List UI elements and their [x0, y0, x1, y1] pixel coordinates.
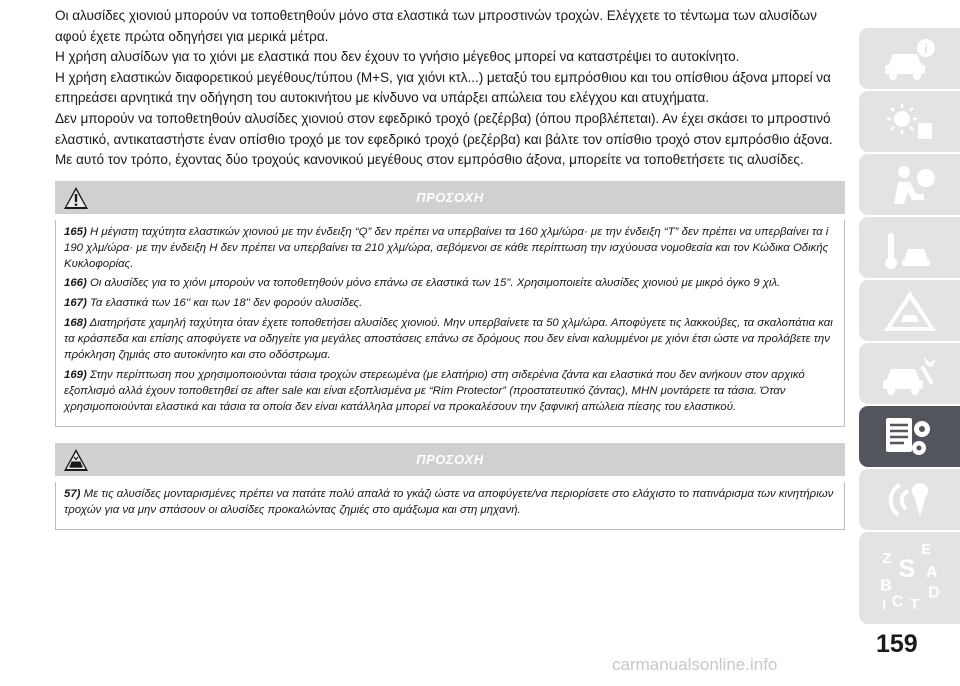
multimedia-icon — [880, 477, 940, 523]
warning-item — [64, 225, 836, 273]
warning-box-1 — [55, 181, 845, 427]
warning-box-2 — [55, 443, 845, 530]
warning-header-2 — [55, 443, 845, 476]
warning-body-1 — [55, 220, 845, 427]
warning-item-number: 57) — [64, 487, 81, 500]
tab-dashboard[interactable] — [859, 91, 960, 152]
warning-item — [64, 296, 836, 312]
warning-item — [64, 316, 836, 364]
index-letter-d: D — [927, 584, 940, 602]
intro-paragraph-2: Η χρήση αλυσίδων για το χιόνι με ελαστικά που δεν έχουν το γνήσιο μέγεθος μπορεί να καταστρέψει το αυτοκίνητο. — [55, 49, 740, 65]
index-letter-s: S — [898, 554, 915, 583]
index-letter-z: Z — [882, 551, 892, 568]
tab-emergency[interactable] — [859, 280, 960, 341]
warning-item-text: Η μέγιστη ταχύτητα ελαστικών χιονιού με την ένδειξη “Q” δεν πρέπει να υπερβαίνει τα 160 χλμ/ώρα· με την ένδειξη “T” δεν πρέπει να υπερβαίνει τα i 190 χλμ/ώρα· με την ένδειξη H δεν πρέπει να υπερβαίνει τα 210 χλμ/ώρα, σεβόμενοι σε κάθε περίπτωση την ισχύουσα νομοθεσία και τον Κώδικα Οδικής Κυκλοφορίας. — [64, 225, 829, 270]
tab-safety[interactable] — [859, 154, 960, 215]
tab-index[interactable] — [859, 532, 960, 624]
warning-item-text: Οι αλυσίδες για το χιόνι μπορούν να τοποθετηθούν μόνο επάνω σε ελαστικά των 15". Χρησιμοποιείτε αλυσίδες χιονιού με μικρό όγκο 9 χιλ. — [89, 277, 781, 290]
warning-body-2 — [55, 482, 845, 530]
warning-header-1 — [55, 181, 845, 214]
warning-item — [64, 487, 836, 519]
warning-item-number: 169) — [64, 369, 87, 381]
index-letter-b: B — [879, 577, 892, 595]
intro-text — [55, 6, 845, 171]
tab-technical-data[interactable] — [859, 406, 960, 467]
warning-item-number: 168) — [64, 317, 87, 330]
index-letter-c: C — [891, 593, 903, 611]
warning-item-text: Διατηρήστε χαμηλή ταχύτητα όταν έχετε τοποθετήσει αλυσίδες χιονιού. Μην υπερβαίνετε τα 50 χλμ/ώρα. Αποφύγετε τις λακκούβες, τα σκαλοπάτια και τα κράσπεδα και επίσης αποφύγετε να οδηγείτε για μεγάλες αποστάσεις επάνω σε δρόμους που δεν είναι καλυμμένοι με χιόνι έτσι ώστε να προλάβετε την πρόκληση ζημιάς στο αυτοκίνητο και στο οδόστρωμα. — [64, 317, 833, 362]
airbag-icon — [880, 162, 940, 208]
intro-paragraph-4: Δεν μπορούν να τοποθετηθούν αλυσίδες χιονιού στον εφεδρικό τροχό (ρεζέρβα) (όπου προβλέπεται). Αν έχει σκάσει το μπροστινό ελαστικό, αντικαταστήστε έναν οπίσθιο τροχό με τον εφεδρικό τροχό (ρεζέρβα) και βάλτε τον οπίσθιο τροχό στον εμπρόσθιο άξονα. Με αυτό τον τρόπο, έχοντας δύο τροχούς κανονικού μεγέθους στον εμπρόσθιο άξονα, μπορείτε να τοποθετήσετε τις αλυσίδες. — [55, 110, 833, 168]
tab-car-info[interactable] — [859, 28, 960, 89]
tab-multimedia[interactable] — [859, 469, 960, 530]
warning-item-text: Στην περίπτωση που χρησιμοποιούνται τάσια τροχών στερεωμένα (με ελατήριο) στη σιδερένια ζάντα και ελαστικά που δεν ανήκουν στον αρχικό εξοπλισμό αλλά έχουν τοποθετηθεί σε after sale και είναι εξοπλισμένα με “Rim Protector” (προστατευτικό ζάντας), ΜΗΝ μοντάρετε τα τάσια. Όταν χρησιμοποιούνται ελαστικά και τάσια τα οποία δεν είναι κατάλληλα μπορεί να προκαλέσουν την ξαφνική απώλεια πίεσης του ελαστικού. — [64, 369, 805, 413]
car-damage-icon — [63, 448, 89, 472]
index-icon — [875, 538, 945, 618]
intro-paragraph-3: Η χρήση ελαστικών διαφορετικού μεγέθους/τύπου (M+S, για χιόνι κτλ...) μεταξύ του εμπρόσθιου και του οπίσθιου άξονα μπορεί να επηρεάσει αρνητικά την οδήγηση του αυτοκινήτου με κίνδυνο να υπάρξει απώλεια του ελέγχου και ατυχήματα. — [55, 69, 831, 106]
emergency-icon — [880, 288, 940, 334]
warning-item — [64, 276, 836, 292]
start-drive-icon — [880, 225, 940, 271]
warning-item-text: Με τις αλυσίδες μονταρισμένες πρέπει να πατάτε πολύ απαλά το γκάζι ώστε να αποφύγετε/να περιορίσετε στο ελάχιστο το πατινάρισμα των κινητήριων τροχών για να μην σπάσουν οι αλυσίδες προκαλώντας ζημιές στο αμάξωμα και στη μηχανή. — [64, 487, 834, 516]
warning-item — [64, 368, 836, 416]
technical-data-icon — [880, 414, 940, 460]
warning-title-2: ΠΡΟΣΟΧΗ — [416, 451, 484, 467]
watermark: carmanualsonline.info — [612, 655, 778, 674]
warning-item-number: 166) — [64, 277, 87, 290]
svg-text:i: i — [923, 40, 928, 55]
car-info-icon — [880, 36, 940, 82]
warning-item-number: 167) — [64, 297, 87, 310]
dashboard-lights-icon — [880, 99, 940, 145]
maintenance-icon — [880, 351, 940, 397]
warning-item-text: Τα ελαστικά των 16'' και των 18'' δεν φορούν αλυσίδες. — [89, 297, 363, 310]
warning-triangle-icon — [63, 186, 89, 210]
tab-maintenance[interactable] — [859, 343, 960, 404]
warning-title-1: ΠΡΟΣΟΧΗ — [416, 189, 484, 205]
index-letter-i: I — [882, 597, 886, 612]
index-letter-t: T — [909, 596, 919, 613]
main-content — [55, 6, 845, 530]
index-letter-e: E — [920, 542, 931, 558]
page-number: 159 — [876, 630, 918, 658]
warning-item-number: 165) — [64, 225, 87, 238]
index-letter-a: A — [925, 563, 938, 581]
intro-paragraph-1: Οι αλυσίδες χιονιού μπορούν να τοποθετηθούν μόνο στα ελαστικά των μπροστινών τροχών. Ελέγχετε το τέντωμα των αλυσίδων αφού έχετε πρώτα οδηγήσει για μερικά μέτρα. — [55, 8, 817, 44]
tab-start-drive[interactable] — [859, 217, 960, 278]
